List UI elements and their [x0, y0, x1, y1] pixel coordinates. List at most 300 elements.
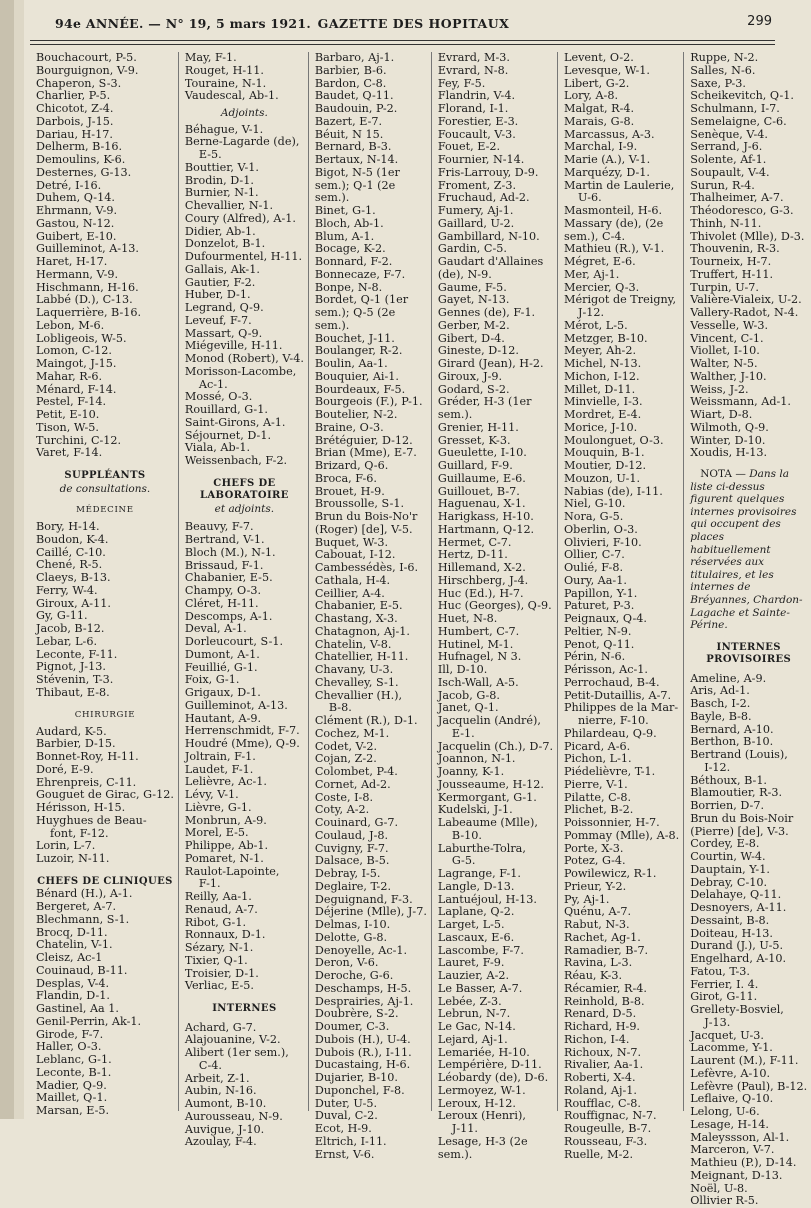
list-item: F-1. [198, 877, 221, 891]
list-item: Aumont, B-10. [184, 1097, 267, 1110]
list-item: C-4. [198, 1058, 222, 1072]
list-item: Gréder, H-3 (1er [437, 395, 532, 409]
list-item: sem.). [314, 318, 350, 332]
list-item: E-5. [198, 148, 222, 161]
list-item: Delmas, I-10. [314, 918, 391, 931]
list-item: Nora, G-5. [564, 510, 624, 523]
list-item: Deschamps, H-5. [314, 981, 412, 995]
list-item: Huc (Georges), Q-9. [437, 599, 552, 613]
list-item: Leflaive, Q-10. [690, 1092, 774, 1106]
list-item: Rachet, Ag-1. [564, 930, 641, 944]
list-item: Colombet, P-4. [314, 765, 398, 778]
list-item: Petit-Dutaillis, A-7. [564, 688, 672, 702]
list-item: J-12. [578, 306, 605, 319]
list-item: Ribot, G-1. [184, 915, 246, 929]
list-item: Dumont, A-1. [184, 647, 260, 661]
list-item: Paturet, P-3. [564, 599, 635, 613]
list-item: Minvielle, I-3. [564, 395, 643, 409]
name-list [690, 673, 807, 1208]
list-item: Cabouat, I-12. [314, 548, 396, 562]
list-item: Gaillard, U-2. [437, 216, 515, 230]
list-item: Duhem, Q-14. [36, 191, 115, 205]
list-item: Demoulins, K-6. [36, 153, 126, 166]
list-item: Morel, E-5. [184, 826, 249, 840]
list-item: Léobardy (de), D-6. [437, 1071, 549, 1084]
binding-shadow [0, 0, 14, 1119]
list-item: Lauzier, A-2. [437, 969, 510, 982]
list-item: Feuillié, G-1. [184, 660, 258, 674]
list-item: Mahar, R-6. [36, 369, 103, 383]
list-item: Huber, D-1. [184, 288, 251, 302]
list-item: Haller, O-3. [36, 1040, 102, 1054]
list-item: Mossé, O-3. [184, 390, 253, 404]
list-item: Richoux, N-7. [564, 1045, 642, 1059]
name-list [36, 726, 174, 866]
list-item: Roberti, X-4. [564, 1071, 636, 1084]
list-item: Cathala, H-4. [314, 573, 391, 587]
list-item: Tixier, Q-1. [184, 953, 248, 967]
list-item: Pichon, L-1. [564, 752, 632, 766]
list-item: Philardeau, Q-9. [564, 726, 657, 740]
list-item: Picard, A-6. [564, 739, 631, 753]
name-list [36, 888, 174, 1118]
list-item: Renard, D-5. [564, 1007, 637, 1021]
list-item: Lantuéjoul, H-13. [437, 892, 537, 906]
list-item: sem.). [314, 191, 350, 205]
list-item: Bénard (H.), A-1. [36, 887, 133, 901]
list-item: Chatellier, H-11. [314, 650, 409, 664]
list-item: Chatelin, V-1. [36, 938, 113, 952]
list-item: Quénu, A-7. [564, 905, 632, 919]
list-item: Hérisson, H-15. [36, 801, 126, 814]
list-item: Morisson-Lacombe, [184, 364, 297, 378]
list-item: Gayet, N-13. [437, 293, 510, 307]
list-item: Jacquet, U-3. [690, 1028, 764, 1042]
list-item: Serrand, J-6. [690, 140, 763, 154]
section-heading: CHEFS DE LABORATOIRE [199, 477, 289, 502]
list-item: Aubin, N-16. [184, 1084, 257, 1098]
list-item: Maillet, Q-1. [36, 1091, 108, 1105]
list-item: Dorleucourt, S-1. [184, 635, 284, 648]
list-item: Berne-Lagarde (de), [184, 135, 300, 149]
list-item: Deglaire, T-2. [314, 879, 392, 893]
list-item: Laburthe-Tolra, [437, 841, 526, 855]
list-item: Boulanger, R-2. [314, 344, 403, 358]
list-item: Fouet, E-2. [437, 140, 501, 154]
list-item: G-5. [451, 854, 476, 868]
list-item: Bourguignon, V-9. [36, 63, 139, 77]
list-item: Salles, N-6. [690, 63, 756, 77]
list-item: B-10. [451, 828, 482, 842]
list-item: Cambessédès, I-6. [314, 561, 419, 574]
list-item: Hirschberg, J-4. [437, 573, 529, 587]
list-item: Périn, N-6. [564, 650, 626, 664]
list-item: Burnier, N-1. [184, 186, 259, 200]
list-item: Ramadier, B-7. [564, 943, 649, 957]
header-rule [30, 40, 775, 41]
list-item: Leconte, F-11. [36, 647, 118, 661]
list-item: Walther, J-10. [690, 369, 767, 383]
list-item: Nabias (de), I-11. [564, 484, 663, 498]
list-item: Semelaigne, C-6. [690, 114, 787, 128]
list-item: Luzoir, N-11. [36, 852, 110, 865]
list-item: Stévenin, T-3. [36, 673, 114, 686]
list-item: Boulin, Aa-1. [314, 357, 388, 370]
section-subheading: et adjoints. [214, 502, 275, 515]
list-item: Raulot-Lapointe, [184, 864, 280, 878]
list-item: Deval, A-1. [184, 622, 247, 636]
list-item: Bloch, Ab-1. [314, 216, 384, 230]
list-item: Girode, F-7. [36, 1027, 104, 1041]
list-item: Pignot, J-13. [36, 660, 106, 674]
list-item: Hufnagel, N 3. [437, 650, 522, 664]
list-item: Evrard, M-3. [437, 51, 510, 64]
list-item: Thouvenin, R-3. [690, 242, 780, 256]
list-item: Gallais, Ak-1. [184, 262, 260, 276]
column-2 [179, 51, 309, 1149]
list-item: Dubois (H.), U-4. [314, 1032, 411, 1046]
list-item: Saxe, P-3. [690, 76, 746, 90]
list-item: Jacquelin (Ch.), D-7. [437, 739, 554, 753]
list-item: Desplas, V-4. [36, 976, 110, 990]
list-item: Varet, F-14. [36, 446, 103, 460]
list-item: (de), N-9. [437, 267, 492, 281]
list-item: Dalsace, B-5. [314, 854, 390, 868]
list-item: Janet, Q-1. [437, 701, 499, 715]
list-item: Eltrich, I-11. [314, 1134, 387, 1148]
list-item: Donzelot, B-1. [184, 237, 266, 251]
list-item: Rabut, N-3. [564, 918, 630, 931]
list-item: Lomon, C-12. [36, 344, 112, 358]
list-item: Doiteau, H-13. [690, 926, 773, 940]
list-item: Bergeret, A-7. [36, 900, 117, 913]
list-item: Bordet, Q-1 (1er [314, 293, 409, 307]
list-item: Richon, I-4. [564, 1032, 630, 1046]
list-item: Ménard, F-14. [36, 382, 117, 396]
list-item: Chatagnon, Aj-1. [314, 624, 410, 638]
list-item: Valière-Vialeix, U-2. [690, 293, 802, 307]
list-item: Bonpe, N-8. [314, 280, 383, 294]
list-item: Fey, F-5. [437, 76, 486, 90]
list-item: Cojan, Z-2. [314, 752, 377, 766]
list-item: Marceron, V-7. [690, 1143, 775, 1157]
list-item: Weiss, J-2. [690, 382, 749, 396]
list-item: Déjerine (Mlle), J-7. [314, 905, 427, 919]
list-item: Legrand, Q-9. [184, 301, 264, 314]
list-item: Charlier, P-5. [36, 89, 111, 103]
list-item: Braine, O-3. [314, 420, 384, 434]
column-1 [30, 51, 179, 1117]
list-item: Peignaux, Q-4. [564, 612, 647, 625]
list-item: Solente, Af-1. [690, 153, 767, 166]
list-item: Cléret, H-11. [184, 596, 259, 610]
list-item: Cornet, Ad-2. [314, 777, 391, 791]
list-item: Madier, Q-9. [36, 1078, 107, 1092]
list-item: Basch, I-2. [690, 697, 751, 711]
list-item: Grigaux, D-1. [184, 686, 261, 699]
list-item: Debray, C-10. [690, 875, 768, 889]
list-item: Grellety-Bosviel, [690, 1003, 784, 1017]
list-item: Gineste, D-12. [437, 344, 519, 358]
section-heading: SUPPLÉANTS [64, 470, 146, 481]
list-item: Detré, I-16. [36, 178, 102, 192]
list-item: Gambillard, N-10. [437, 229, 540, 243]
list-item: J-13. [704, 1015, 731, 1029]
list-item: Meyer, Ah-2. [564, 344, 637, 358]
list-item: Lebar, L-6. [36, 634, 97, 648]
list-item: Lesage, H-14. [690, 1117, 769, 1131]
list-item: Lebrun, N-7. [437, 1007, 511, 1021]
list-item: Soupault, V-4. [690, 165, 770, 179]
list-item: Claeys, B-13. [36, 571, 111, 584]
list-item: Meignant, D-13. [690, 1168, 783, 1182]
section-subheading: de consultations. [59, 482, 151, 495]
column-3 [309, 51, 432, 1161]
list-item: nierre, F-10. [578, 714, 649, 727]
list-item: Rougeulle, B-7. [564, 1122, 652, 1135]
list-item: Audard, K-5. [36, 724, 107, 738]
list-item: Béthoux, B-1. [690, 773, 767, 787]
name-list [185, 52, 304, 103]
list-item: Saint-Girons, A-1. [184, 415, 286, 429]
list-item: Lory, A-8. [564, 89, 619, 103]
section-heading: CHIRURGIE [74, 709, 136, 720]
list-item: Chicotot, Z-4. [36, 102, 114, 115]
list-item: Gueulette, I-10. [437, 446, 527, 460]
list-item: Barbaro, Aj-1. [314, 51, 395, 64]
list-item: Michel, N-13. [564, 357, 642, 370]
list-item: Couinard, G-7. [314, 816, 399, 829]
list-item: Troisier, D-1. [184, 966, 259, 980]
list-item: Viollet, I-10. [690, 344, 760, 358]
list-item: Gastou, N-12. [36, 216, 115, 230]
list-item: Guillard, F-9. [437, 459, 513, 472]
list-item: Wiart, D-8. [690, 408, 753, 421]
list-item: Béhague, V-1. [184, 122, 264, 136]
list-item: Alajouanine, V-2. [184, 1033, 281, 1047]
list-item: Bernard, A-10. [690, 722, 774, 736]
list-item: Joltrain, F-1. [184, 749, 256, 763]
list-item: Doré, E-9. [36, 762, 94, 776]
list-item: Philippe, Ab-1. [184, 839, 269, 852]
list-item: Lacomme, Y-1. [690, 1041, 773, 1055]
list-item: Rouillard, G-1. [184, 403, 268, 416]
list-item: Brissaud, F-1. [184, 558, 264, 572]
list-item: (Pierre) [de], V-3. [690, 824, 789, 838]
list-item: Porte, X-3. [564, 841, 624, 855]
list-item: Marchal, I-9. [564, 140, 638, 154]
list-item: Gy, G-11. [36, 609, 88, 623]
list-item: Béuit, N 15. [314, 127, 384, 141]
list-item: Barbier, B-6. [314, 63, 387, 77]
list-item: Hermet, C-7. [437, 535, 512, 549]
list-item: Herrenschmidt, F-7. [184, 724, 300, 738]
list-item: Giroux, A-11. [36, 596, 111, 610]
list-item: Bouquier, Ai-1. [314, 369, 399, 383]
list-item: Roufflac, C-8. [564, 1096, 641, 1110]
list-item: Genil-Perrin, Ak-1. [36, 1014, 142, 1028]
list-item: Hutinel, M-1. [437, 637, 514, 651]
list-item: Rouget, H-11. [184, 63, 264, 77]
list-item: Monod (Robert), V-4. [184, 352, 304, 365]
list-item: Dariau, H-17. [36, 127, 113, 141]
list-item: Blum, A-1. [314, 229, 375, 243]
list-item: Lermoyez, W-1. [437, 1083, 526, 1097]
list-item: Chastang, X-3. [314, 612, 398, 625]
header-rule-2 [30, 44, 775, 45]
list-item: Gardin, C-5. [437, 242, 507, 256]
list-item: Bernard, B-3. [314, 140, 392, 154]
list-item: Vallery-Radot, N-4. [690, 306, 799, 319]
list-item: Reinhold, B-8. [564, 994, 645, 1008]
list-item: Oberlin, O-3. [564, 522, 638, 536]
list-item: Ceillier, A-4. [314, 586, 385, 600]
list-item: Masmonteil, H-6. [564, 204, 663, 217]
list-item: Dauptain, Y-1. [690, 862, 770, 876]
name-list [185, 521, 304, 993]
list-item: Boudon, K-4. [36, 532, 109, 546]
list-item: Larget, L-5. [437, 918, 505, 931]
list-item: Lemariée, H-10. [437, 1045, 530, 1059]
list-item: Brun du Bois-No'r [314, 510, 418, 523]
list-item: Metzger, B-10. [564, 331, 648, 345]
list-item: Coury (Alfred), A-1. [184, 211, 296, 225]
list-item: Bardon, C-8. [314, 76, 387, 90]
list-item: Durand (J.), U-5. [690, 939, 784, 953]
list-item: Desternes, G-13. [36, 165, 132, 179]
list-item: Mouzon, U-1. [564, 471, 641, 485]
list-item: Roland, Aj-1. [564, 1083, 637, 1097]
list-item: Blamoutier, R-3. [690, 786, 783, 800]
list-item: Pilatte, C-8. [564, 790, 632, 804]
list-item: Gastinel, Aa 1. [36, 1002, 119, 1015]
list-item: Leblanc, G-1. [36, 1053, 112, 1066]
list-item: Levent, O-2. [564, 51, 634, 64]
list-item: Froment, Z-3. [437, 178, 517, 192]
nota-note [690, 468, 807, 632]
list-item: Lascombe, F-7. [437, 943, 524, 957]
list-item: Mérot, L-5. [564, 318, 628, 332]
issue-line: 94e ANNÉE. — N° 19, 5 mars 1921. [55, 16, 312, 31]
list-item: Baudouin, P-2. [314, 102, 398, 115]
list-item: Cordey, E-8. [690, 837, 760, 851]
list-item: Ruppe, N-2. [690, 51, 759, 64]
list-item: Mer, Aj-1. [564, 267, 620, 281]
list-item: Gennes (de), F-1. [437, 306, 536, 319]
list-item: Girot, G-11. [690, 990, 758, 1004]
list-item: Delahaye, Q-11. [690, 888, 782, 902]
list-item: Chevalley, S-1. [314, 675, 399, 689]
list-item: Rouffignac, N-7. [564, 1109, 657, 1123]
list-item: Renaud, A-7. [184, 902, 258, 916]
list-item: Harigkass, H-10. [437, 510, 534, 523]
list-item: Le Gac, N-14. [437, 1020, 516, 1033]
list-item: Malgat, R-4. [564, 102, 635, 115]
list-item: Jacob, G-8. [437, 688, 500, 702]
list-item: Oulié, F-8. [564, 561, 623, 574]
list-item: May, F-1. [184, 51, 237, 64]
list-item: Brizard, Q-6. [314, 459, 389, 472]
list-item: Marquézy, D-1. [564, 165, 650, 179]
list-item: Chatelin, V-8. [314, 637, 392, 651]
list-item: Chené, R-5. [36, 558, 103, 572]
list-item: Chabanier, E-5. [184, 571, 273, 585]
list-item: Niel, G-10. [564, 497, 626, 511]
list-item: Millet, D-11. [564, 382, 636, 396]
list-item: Powilewicz, R-1. [564, 867, 657, 880]
list-item: Labbé (D.), C-13. [36, 293, 133, 307]
list-item: Brouet, H-9. [314, 484, 385, 498]
list-item: Coty, A-2. [314, 803, 370, 817]
list-item: Hertz, D-11. [437, 548, 508, 562]
list-item: Gautier, F-2. [184, 275, 256, 289]
list-item: Binet, G-1. [314, 204, 376, 217]
list-item: Pomaret, N-1. [184, 851, 264, 865]
list-item: Grenier, H-11. [437, 420, 519, 434]
name-list [185, 124, 304, 468]
list-item: Perrochaud, B-4. [564, 675, 660, 689]
list-item: Maingot, J-15. [36, 357, 117, 370]
list-item: Senèque, V-4. [690, 127, 768, 141]
page-header [55, 14, 772, 36]
list-item: Ferrier, I. 4. [690, 977, 759, 991]
list-item: Bourgeois (F.), P-1. [314, 395, 423, 409]
list-item: Debray, I-5. [314, 867, 381, 880]
list-item: Bouttier, V-1. [184, 160, 259, 174]
list-item: Codet, V-2. [314, 739, 378, 753]
list-item: Bonnecaze, F-7. [314, 267, 406, 281]
list-item: Vaudescal, Ab-1. [184, 89, 279, 103]
list-item: Coulaud, J-8. [314, 828, 389, 842]
list-item: Gaume, F-5. [437, 280, 507, 294]
list-item: Chabanier, E-5. [314, 599, 403, 613]
list-item: Ill, D-10. [437, 663, 488, 676]
list-item: Mathieu (P.), D-14. [690, 1156, 797, 1170]
list-item: Dubois (R.), I-11. [314, 1045, 412, 1059]
list-item: Flandrin, V-4. [437, 89, 516, 103]
list-item: Tison, W-5. [36, 420, 99, 434]
list-item: Thalheimer, A-7. [690, 191, 784, 205]
list-item: sem.); Q-5 (2e [314, 306, 396, 319]
list-item: Deroche, G-6. [314, 969, 394, 982]
list-item: Ernst, V-6. [314, 1147, 375, 1161]
list-item: Noël, U-8. [690, 1181, 748, 1195]
list-item: Ecot, H-9. [314, 1122, 372, 1135]
list-item: Descomps, A-1. [184, 609, 273, 623]
list-item: Lempérière, D-11. [437, 1058, 542, 1072]
page-number: 299 [747, 14, 772, 29]
list-item: Lelong, U-6. [690, 1105, 760, 1119]
list-item: Cleisz, Ac-1 [36, 951, 103, 964]
list-item: Guillouet, B-7. [437, 484, 520, 498]
list-item: Delherm, B-16. [36, 140, 123, 154]
list-item: Mouquin, B-1. [564, 446, 645, 460]
list-item: Leveuf, F-7. [184, 313, 252, 327]
list-item: Duter, U-5. [314, 1096, 378, 1110]
list-item: Weissenbach, F-2. [184, 454, 288, 467]
list-item: Mordret, E-4. [564, 408, 642, 421]
list-item: Maleyssson, Al-1. [690, 1130, 790, 1144]
list-item: Jacquelin (André), [437, 714, 541, 727]
list-item: Brocq, D-11. [36, 925, 108, 939]
list-item: Turpin, U-7. [690, 280, 759, 294]
list-item: Leroux, H-12. [437, 1096, 516, 1110]
section-heading: MÉDECINE [76, 505, 134, 515]
list-item: Winter, D-10. [690, 433, 766, 447]
list-item: Florand, I-1. [437, 102, 509, 115]
list-item: Engelhard, A-10. [690, 952, 787, 966]
list-item: Laquerrière, B-16. [36, 306, 142, 319]
